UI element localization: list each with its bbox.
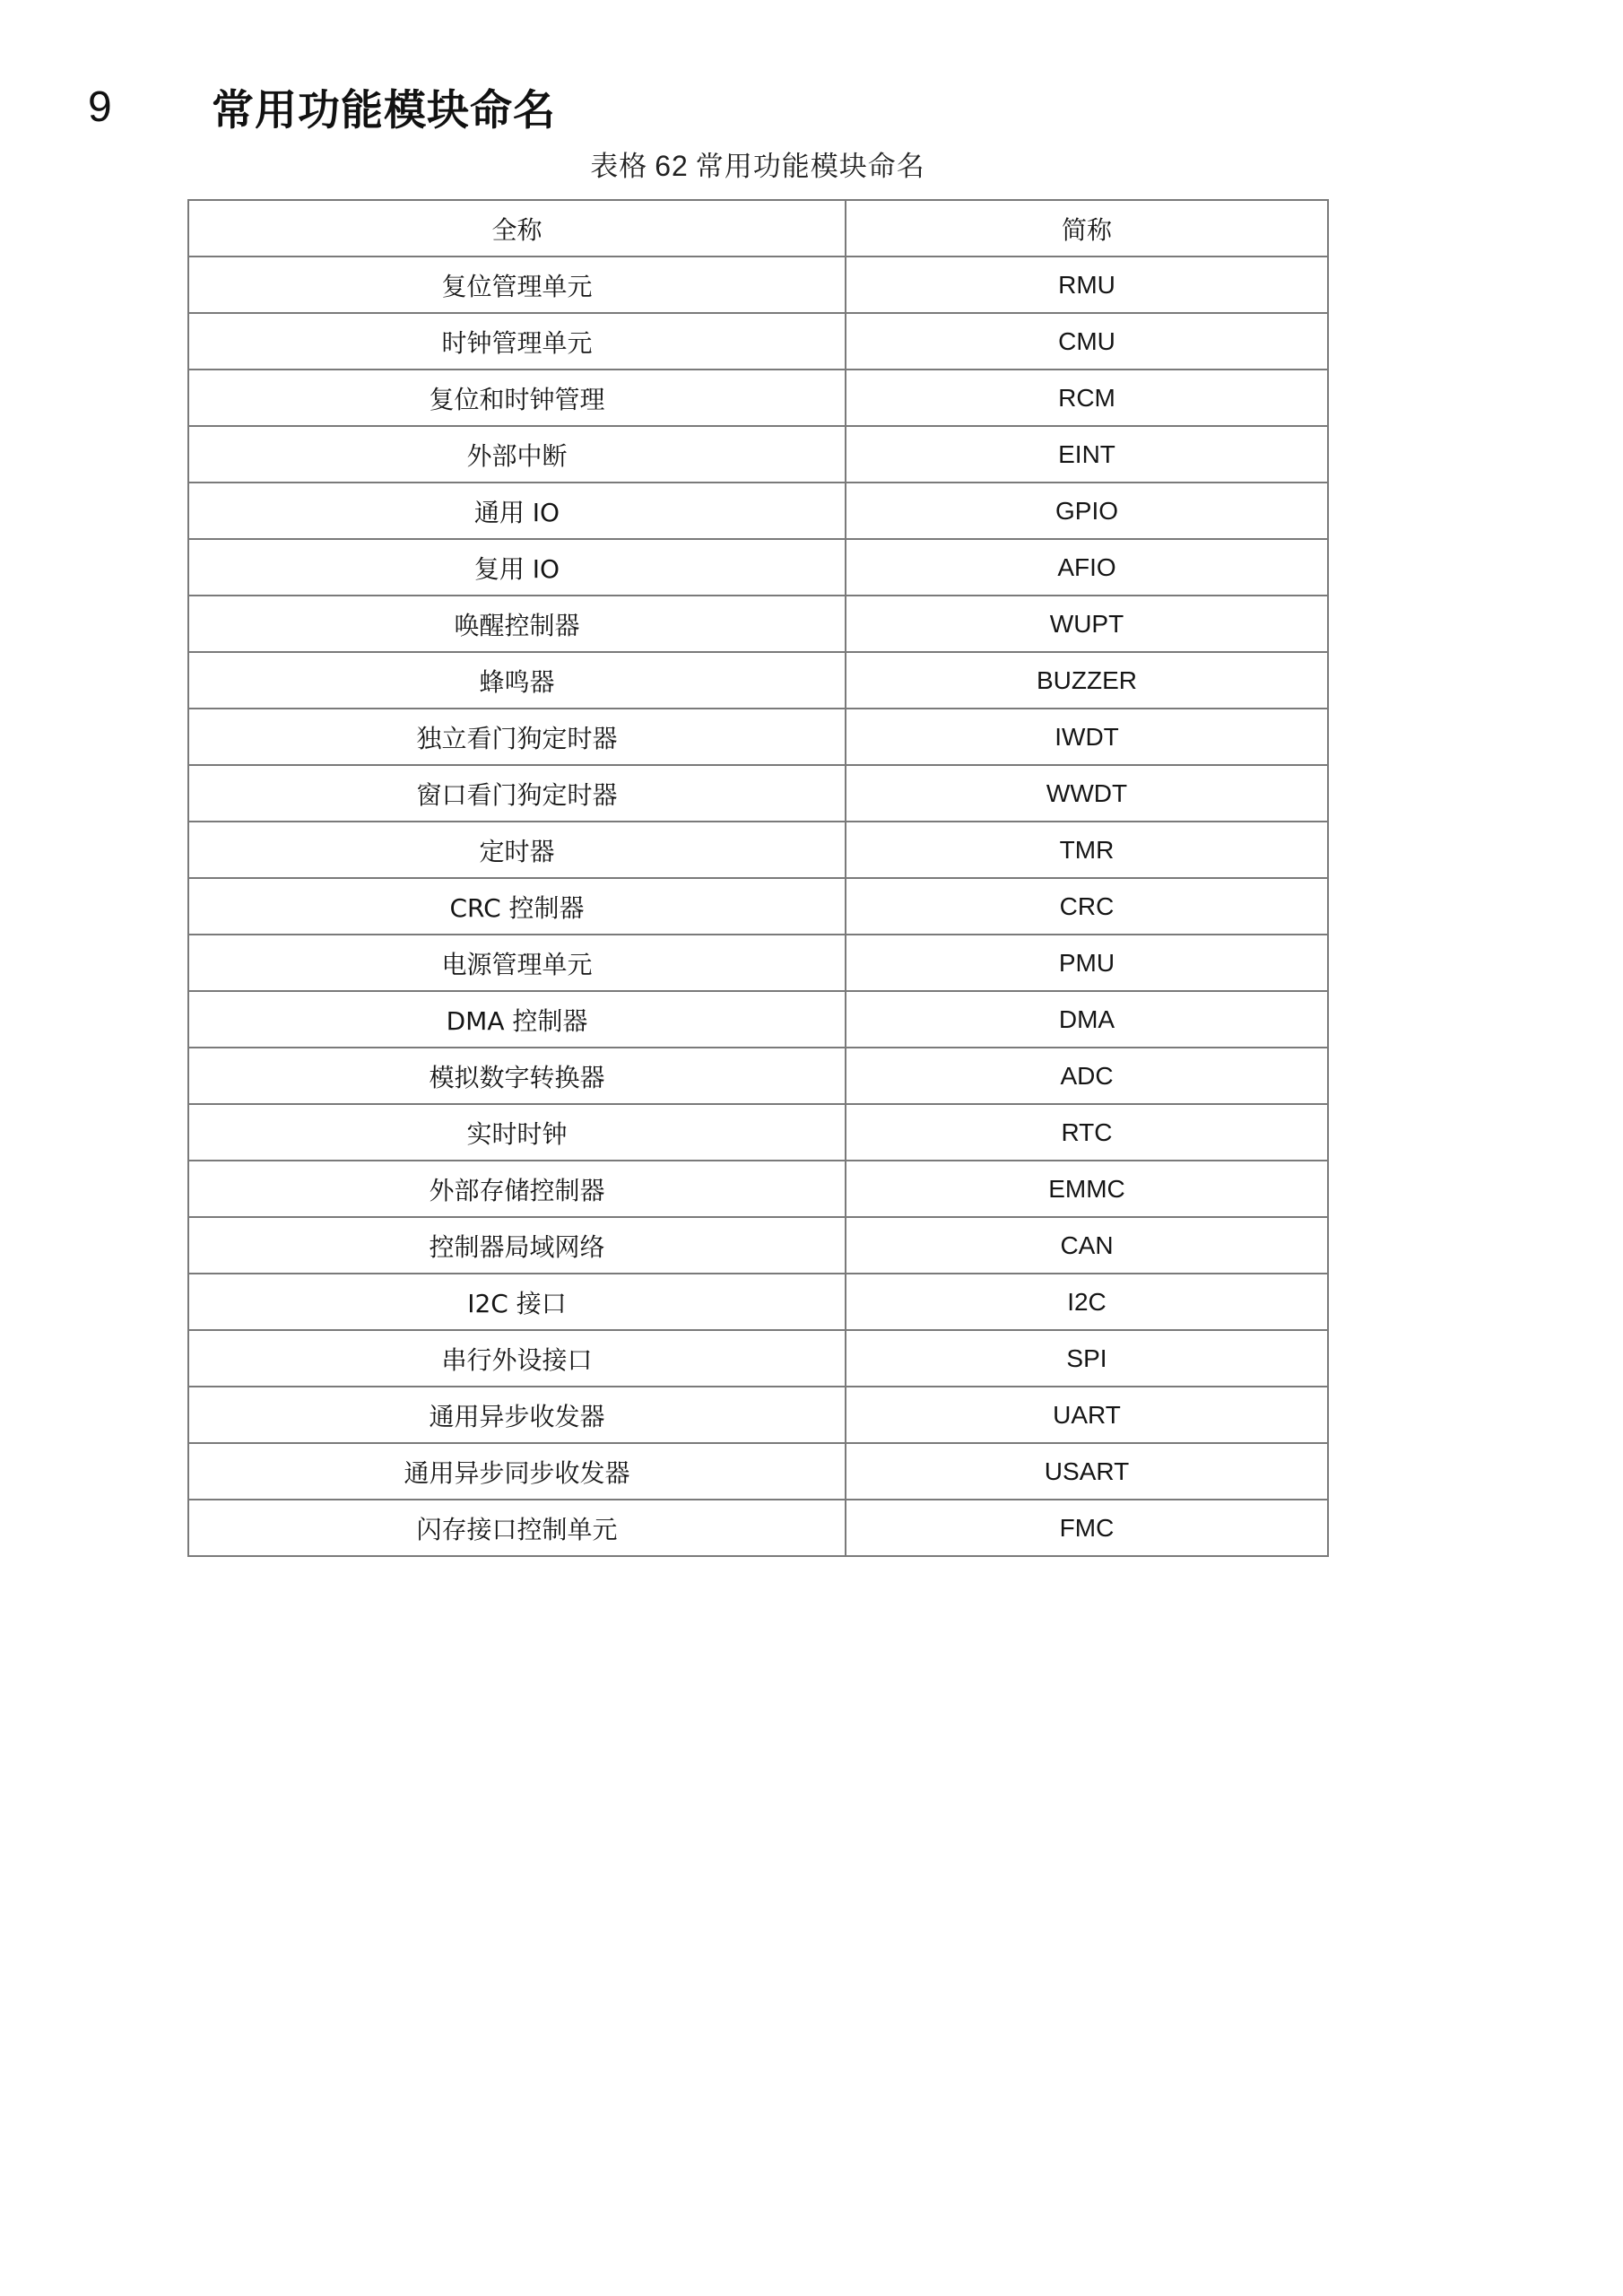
abbreviation-cell: RTC <box>846 1104 1328 1161</box>
table-row <box>188 426 1328 483</box>
full-name-cell: 窗口看门狗定时器 <box>188 765 846 822</box>
abbreviation-cell: WWDT <box>846 765 1328 822</box>
abbreviation-cell: AFIO <box>846 539 1328 596</box>
abbreviation-cell: BUZZER <box>846 652 1328 709</box>
table-row <box>188 1274 1328 1330</box>
table-row <box>188 935 1328 991</box>
table-row <box>188 1217 1328 1274</box>
full-name-cell: 蜂鸣器 <box>188 652 846 709</box>
abbreviation-cell: CRC <box>846 878 1328 935</box>
abbreviation-cell: UART <box>846 1387 1328 1443</box>
full-name-cell: DMA 控制器 <box>188 991 846 1048</box>
abbreviation-cell: DMA <box>846 991 1328 1048</box>
abbreviation-cell: IWDT <box>846 709 1328 765</box>
abbreviation-cell: FMC <box>846 1500 1328 1556</box>
table-caption <box>0 144 1515 184</box>
table-row <box>188 822 1328 878</box>
table-row <box>188 1161 1328 1217</box>
table-row <box>188 483 1328 539</box>
full-name-cell: 定时器 <box>188 822 846 878</box>
full-name-cell: 独立看门狗定时器 <box>188 709 846 765</box>
full-name-cell: 复位和时钟管理 <box>188 370 846 426</box>
table-row <box>188 1387 1328 1443</box>
table-row <box>188 1443 1328 1500</box>
table-row <box>188 765 1328 822</box>
full-name-cell: 控制器局域网络 <box>188 1217 846 1274</box>
full-name-cell: 复用 IO <box>188 539 846 596</box>
abbreviation-cell: TMR <box>846 822 1328 878</box>
table-row <box>188 539 1328 596</box>
table-row <box>188 652 1328 709</box>
abbreviation-cell: EINT <box>846 426 1328 483</box>
abbreviation-cell: CMU <box>846 313 1328 370</box>
full-name-cell: 电源管理单元 <box>188 935 846 991</box>
full-name-cell: 串行外设接口 <box>188 1330 846 1387</box>
abbreviation-cell: PMU <box>846 935 1328 991</box>
table-row <box>188 257 1328 313</box>
full-name-cell: 唤醒控制器 <box>188 596 846 652</box>
full-name-cell: 通用异步收发器 <box>188 1387 846 1443</box>
header-full-name: 全称 <box>188 200 846 257</box>
table-header-row <box>188 200 1328 257</box>
header-abbreviation: 简称 <box>846 200 1328 257</box>
abbreviation-cell: ADC <box>846 1048 1328 1104</box>
table-row <box>188 1500 1328 1556</box>
full-name-cell: I2C 接口 <box>188 1274 846 1330</box>
table-row <box>188 1048 1328 1104</box>
full-name-cell: 闪存接口控制单元 <box>188 1500 846 1556</box>
full-name-cell: 实时时钟 <box>188 1104 846 1161</box>
section-number: 9 <box>88 83 112 131</box>
full-name-cell: 外部存储控制器 <box>188 1161 846 1217</box>
table-row <box>188 596 1328 652</box>
caption-prefix: 表格 <box>590 151 648 183</box>
full-name-cell: 模拟数字转换器 <box>188 1048 846 1104</box>
table-row <box>188 370 1328 426</box>
full-name-cell: 外部中断 <box>188 426 846 483</box>
table-row <box>188 878 1328 935</box>
abbreviation-cell: USART <box>846 1443 1328 1500</box>
full-name-cell: 通用异步同步收发器 <box>188 1443 846 1500</box>
table-row <box>188 1104 1328 1161</box>
table-body <box>188 257 1328 1556</box>
table-row <box>188 709 1328 765</box>
full-name-cell: 通用 IO <box>188 483 846 539</box>
abbreviation-cell: EMMC <box>846 1161 1328 1217</box>
full-name-cell: CRC 控制器 <box>188 878 846 935</box>
section-title: 常用功能模块命名 <box>212 85 556 135</box>
table-row <box>188 1330 1328 1387</box>
abbreviation-cell: CAN <box>846 1217 1328 1274</box>
abbreviation-cell: I2C <box>846 1274 1328 1330</box>
table-row <box>188 991 1328 1048</box>
abbreviation-cell: SPI <box>846 1330 1328 1387</box>
caption-number: 62 <box>655 150 689 182</box>
section-heading <box>88 75 556 138</box>
abbreviation-cell: GPIO <box>846 483 1328 539</box>
module-naming-table <box>187 199 1329 1557</box>
abbreviation-cell: RCM <box>846 370 1328 426</box>
abbreviation-cell: RMU <box>846 257 1328 313</box>
table-row <box>188 313 1328 370</box>
full-name-cell: 时钟管理单元 <box>188 313 846 370</box>
full-name-cell: 复位管理单元 <box>188 257 846 313</box>
caption-title: 常用功能模块命名 <box>695 151 925 183</box>
abbreviation-cell: WUPT <box>846 596 1328 652</box>
